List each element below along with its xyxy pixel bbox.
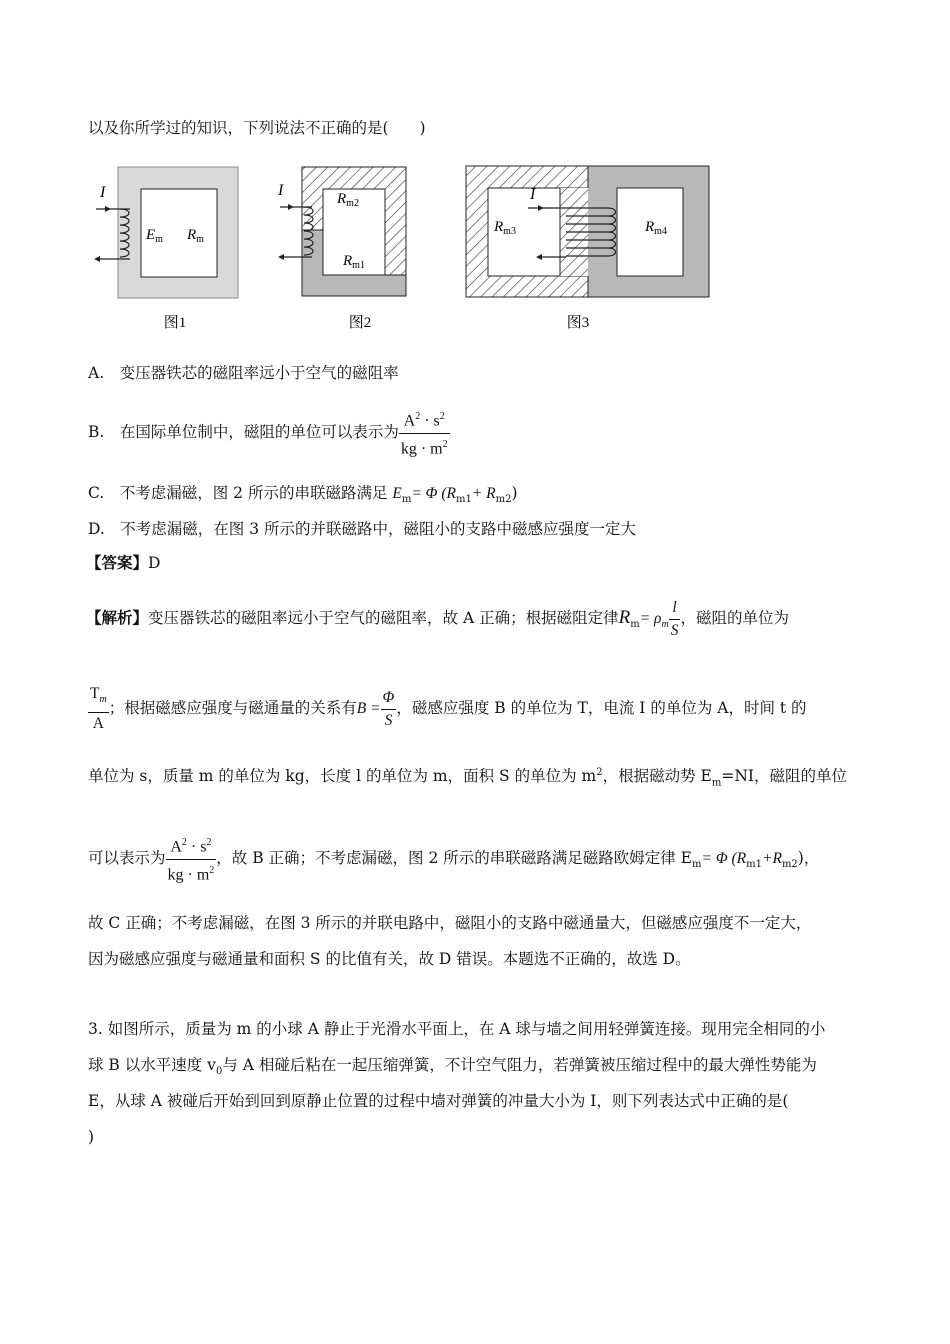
rm-label-1: $R_m$ bbox=[187, 227, 204, 245]
unit-fraction-tm: $\frac{T_m}{A}$ bbox=[90, 685, 107, 732]
option-b-text: B. 在国际单位制中，磁阻的单位可以表示为 bbox=[88, 423, 399, 441]
current-label-3: I bbox=[530, 186, 536, 203]
current-label-2: I bbox=[278, 182, 284, 199]
magnetic-circuit-figures bbox=[0, 155, 950, 395]
arrow-out-1 bbox=[94, 256, 100, 262]
current-label-1: I bbox=[100, 184, 106, 201]
option-c: C. 不考虑漏磁，图 2 所示的串联磁路满足 $E_m= \Phi$ $(R_{m1}+ R_{m2})$ bbox=[88, 484, 518, 506]
question-3-line-3: E，从球 A 被碰后开始到回到原静止位置的过程中墙对弹簧的冲量大小为 I，则下列表达式中正确的是( bbox=[88, 1092, 789, 1110]
analysis-line-5: 故 C 正确；不考虑漏磁，在图 3 所示的并联电路中，磁阻小的支路中磁通量大，但磁感应强度不一定大， bbox=[88, 914, 812, 932]
answer-label: 【答案】 bbox=[86, 553, 149, 572]
arrow-in-1 bbox=[105, 206, 111, 212]
figure-3 bbox=[466, 166, 709, 331]
arrow-in-2 bbox=[288, 204, 294, 210]
question-3-line-4: ) bbox=[88, 1128, 95, 1146]
analysis-line-2: $\frac{T_m}{A}$ ；根据磁感应强度与磁通量的关系有B = $\frac{\Phi}{S}$ ，磁感应强度 B 的单位为 T，电流 I 的单位为 A，时间 t 的 bbox=[88, 680, 807, 737]
analysis-line-1: 【解析】变压器铁芯的磁阻率远小于空气的磁阻率，故 A 正确；根据磁阻定律$R_m= \rho_m$ $\frac{l}{S}$ ，磁阻的单位为 bbox=[86, 592, 789, 651]
answer bbox=[86, 552, 160, 574]
r-top-label-2: $R_{m2}$ bbox=[337, 191, 359, 209]
unit-fraction-analysis: $\frac{A^2 \cdot s^2}{kg \cdot m^2}$ bbox=[166, 832, 217, 886]
question-stem: 以及你所学过的知识，下列说法不正确的是( ) bbox=[88, 119, 426, 137]
law-fraction: $\frac{l}{S}$ bbox=[670, 598, 679, 639]
analysis-line-3: 单位为 s，质量 m 的单位为 kg，长度 l 的单位为 m，面积 S 的单位为 $m^2$，根据磁动势 $E_m=NI$，磁阻的单位 bbox=[88, 767, 848, 789]
r-right-label-3: $R_{m4}$ bbox=[645, 219, 667, 237]
option-b bbox=[88, 402, 450, 462]
unit-fraction-b: $\frac{A^2 \cdot s^2}{kg \cdot m^2}$ bbox=[399, 406, 450, 460]
figure-1 bbox=[94, 167, 238, 331]
analysis-label: 【解析】 bbox=[86, 608, 149, 627]
flux-fraction: $\frac{\Phi}{S}$ bbox=[382, 688, 395, 729]
r-bottom-label-2: $R_{m1}$ bbox=[343, 253, 365, 271]
analysis-line-6: 因为磁感应强度与磁通量和面积 S 的比值有关，故 D 错误。本题选不正确的，故选 D。 bbox=[88, 950, 691, 968]
analysis-line-4: 可以表示为 $\frac{A^2 \cdot s^2}{kg \cdot m^2}$ ，故 B 正确；不考虑漏磁，图 2 所示的串联磁路满足磁路欧姆定律 $E_m= \Phi$ $(R_{m1}+R_{m2})$， bbox=[88, 828, 819, 895]
em-label-1: $E_m$ bbox=[146, 227, 163, 245]
figure-2 bbox=[277, 167, 406, 331]
r-left-label-3: $R_{m3}$ bbox=[494, 219, 516, 237]
arrow-out-2 bbox=[278, 254, 284, 260]
caption-3: 图3 bbox=[566, 315, 590, 331]
caption-1: 图1 bbox=[163, 315, 187, 331]
option-a: A. 变压器铁芯的磁阻率远小于空气的磁阻率 bbox=[88, 364, 399, 382]
caption-2: 图2 bbox=[348, 315, 372, 331]
question-3-line-2: 球 B 以水平速度 $v_0$与 A 相碰后粘在一起压缩弹簧，不计空气阻力，若弹簧被压缩过程中的最大弹性势能为 bbox=[88, 1056, 817, 1078]
option-d: D. 不考虑漏磁，在图 3 所示的并联磁路中，磁阻小的支路中磁感应强度一定大 bbox=[88, 520, 637, 538]
question-3-line-1: 3. 如图所示，质量为 m 的小球 A 静止于光滑水平面上，在 A 球与墙之间用轻弹簧连接。现用完全相同的小 bbox=[88, 1020, 826, 1038]
answer-value: D bbox=[148, 554, 161, 572]
